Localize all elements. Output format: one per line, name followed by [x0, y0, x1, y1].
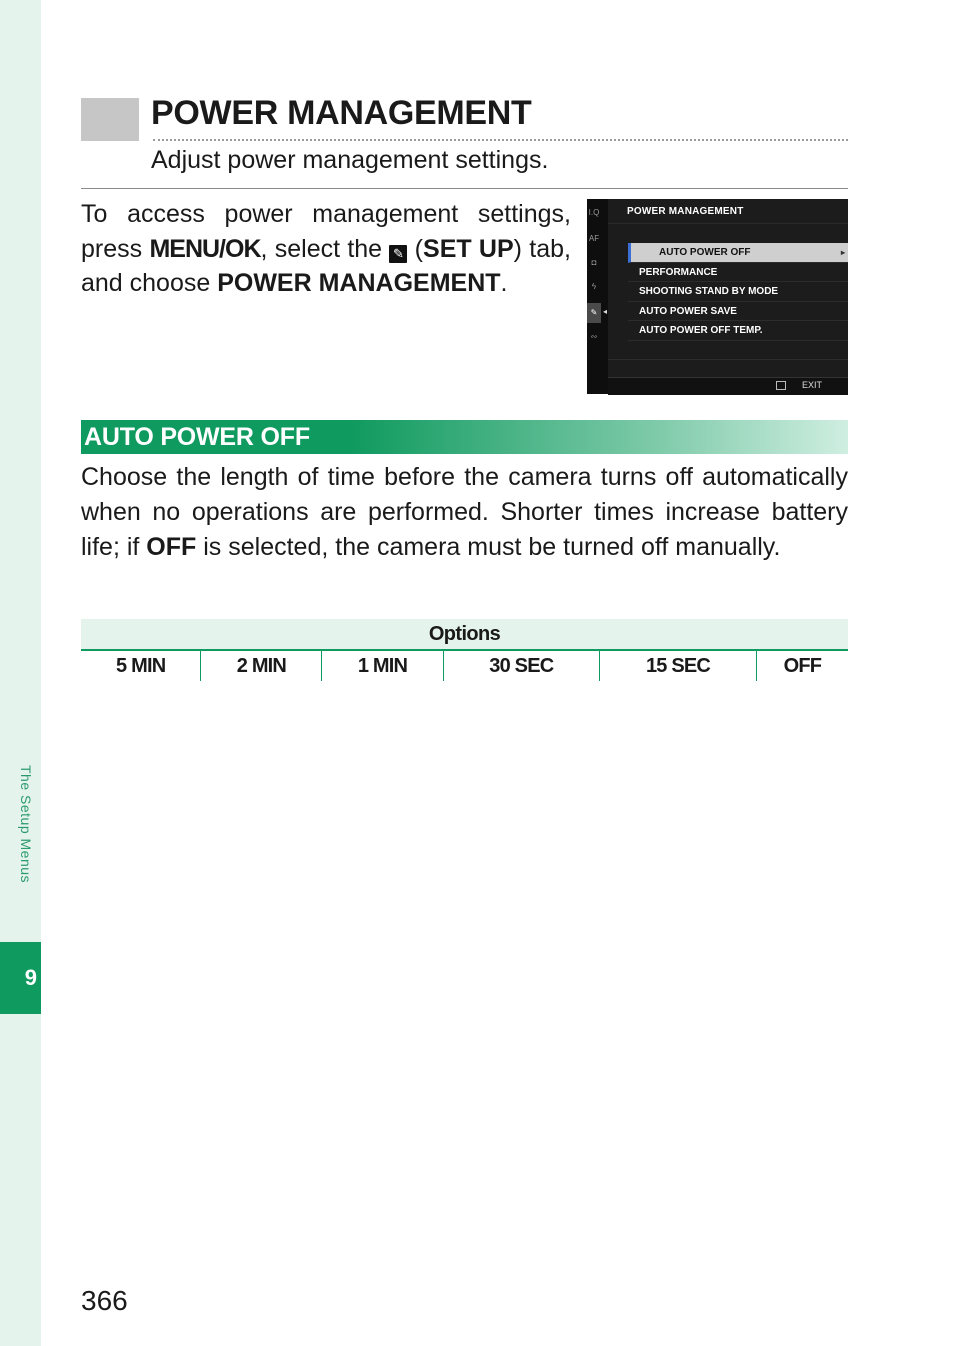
camera-menu-item: SHOOTING STAND BY MODE — [628, 282, 848, 302]
option-cell: 2 MIN — [201, 650, 322, 681]
side-strip — [0, 0, 41, 1346]
camera-menu-empty-row — [608, 341, 848, 361]
table-row — [81, 650, 848, 681]
options-table — [81, 619, 848, 681]
page-title: POWER MANAGEMENT — [151, 94, 532, 132]
menu-ok-key: MENU/OK — [149, 234, 261, 263]
chapter-side-label: The Setup Menus — [18, 765, 34, 884]
camera-footer — [608, 377, 848, 395]
setup-tab-name: SET UP — [423, 234, 514, 263]
af-mf-tab-icon: AF — [588, 234, 600, 243]
header-divider — [81, 188, 848, 189]
camera-menu-item — [628, 243, 848, 263]
section-body — [81, 460, 848, 564]
chevron-right-icon: ▸ — [840, 248, 845, 257]
camera-menu-item: AUTO POWER SAVE — [628, 302, 848, 322]
iq-tab-icon: I.Q — [588, 208, 600, 217]
camera-menu-screenshot — [587, 199, 848, 394]
wrench-icon: ✎ — [389, 245, 407, 263]
intro-text: ) tab, and choose — [81, 234, 571, 297]
menu-button-icon — [776, 381, 786, 390]
off-keyword: OFF — [146, 532, 197, 561]
camera-title-divider — [608, 223, 848, 224]
camera-menu-item-label: AUTO POWER OFF — [659, 247, 751, 258]
camera-tab-column — [587, 199, 608, 394]
option-cell: 15 SEC — [600, 650, 757, 681]
flash-tab-icon: ϟ — [591, 282, 597, 291]
page-subtitle: Adjust power management settings. — [151, 146, 549, 174]
camera-exit-label: EXIT — [801, 380, 822, 390]
tab-pointer-icon: ◂ — [603, 307, 608, 316]
intro-paragraph: To access power management settings, press MENU/OK, select the ✎ (SET UP) tab, and choose POWER MANAGEMENT. — [81, 200, 571, 297]
section-text: is selected, the camera must be turned off manually. — [196, 532, 781, 561]
camera-menu-item: AUTO POWER OFF TEMP. — [628, 321, 848, 341]
chapter-tab: 9 — [0, 942, 41, 1014]
menu-item-name: POWER MANAGEMENT — [217, 269, 501, 297]
section-title: AUTO POWER OFF — [84, 423, 310, 451]
options-table-header: Options — [81, 619, 848, 650]
camera-screen-title: POWER MANAGEMENT — [627, 206, 744, 217]
option-cell: 30 SEC — [443, 650, 600, 681]
title-dotted-rule — [153, 139, 848, 141]
option-cell: 5 MIN — [81, 650, 201, 681]
wrench-tab-icon: ✎ — [587, 303, 601, 323]
intro-text: To access power management settings, press — [81, 200, 571, 263]
section-text: Choose the length of time before the camera turns off automatically when no operations are performed. Shorter times increase battery life; if — [81, 463, 848, 561]
option-cell: 1 MIN — [322, 650, 443, 681]
intro-text: . — [500, 269, 508, 297]
wave-tab-icon: ∾ — [590, 332, 598, 341]
title-marker-block — [81, 98, 139, 141]
camera-menu-item: PERFORMANCE — [628, 263, 848, 283]
intro-text: , select the — [260, 234, 390, 263]
section-heading-bar — [81, 420, 848, 454]
option-cell: OFF — [783, 654, 822, 677]
camera-tab-icon: ◘ — [591, 258, 597, 267]
camera-menu-list — [608, 243, 848, 360]
page-number: 366 — [81, 1285, 128, 1316]
